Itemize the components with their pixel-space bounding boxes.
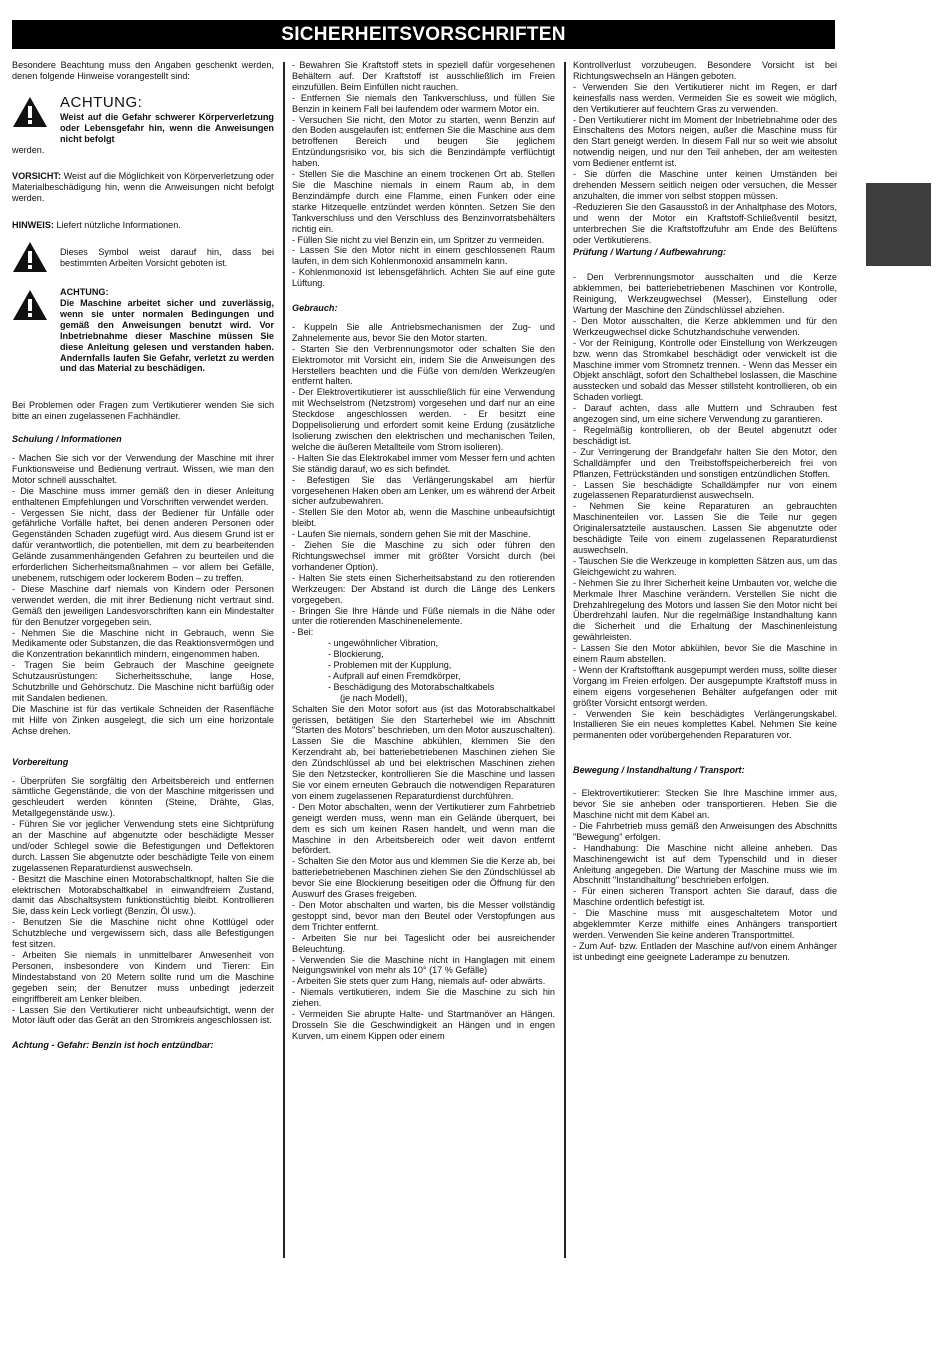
achtung-tail: werden. (12, 144, 45, 155)
achtung-text: Weist auf die Gefahr schwerer Körperverletzung oder Lebensgefahr hin, wenn die Anweisungen nicht befolgt (60, 111, 274, 144)
list-item: - Ziehen Sie die Maschine zu sich oder führen den Richtungswechsel immer mit größter Vorsicht durch (bei vorhandener Option). (292, 540, 555, 572)
list-item: - Benutzen Sie die Maschine nicht ohne Kottlügel oder Schutzbleche und vergewissern sich, dass alle Befestigungen fest sitzen. (12, 917, 274, 950)
list-item: - Bei: (292, 627, 314, 638)
list-item: - Kuppeln Sie alle Antriebsmechanismen der Zug- und Zahnelemente aus, bevor Sie den Motor starten. (292, 321, 555, 343)
list-item: Schalten Sie den Motor sofort aus (ist das Motorabschaltkabel gerissen, betätigen Sie den Starterhebel wie im Abschnitt "Starten des Motors" beschrieben, um den Motor auszuschalten). Lassen Sie die Maschine abkühlen, klemmen Sie den Kerzendraht ab, bei batteriebetriebenen Maschinen ziehen Sie den Zündschlüssel ab und bei elektrischen Maschinen ziehen Sie den Netzstecker, kontrollieren Sie die Maschine und lassen Sie vor einem erneuten Gebrauch die notwendigen Reparaturen von einem zugelassenen Reparaturdienst durchführen. (292, 703, 555, 801)
list-item: - Überprüfen Sie sorgfältig den Arbeitsbereich und entfernen sämtliche Gegenstände, die von der Maschine mitgerissen und geschleudert werden könnten (Steine, Drähte, Glas, Metallgegenstände usw.). (12, 775, 274, 819)
list-item: - Lassen Sie beschädigte Schalldämpfer nur von einem zugelassenen Reparaturdienst auswechseln. (573, 479, 837, 501)
list-item: - Tauschen Sie die Werkzeuge in kompletten Sätzen aus, um das Gleichgewicht zu wahren. (573, 555, 837, 577)
list-item: - Befestigen Sie das Verlängerungskabel am hierfür vorgesehenen Haken oben am Lenker, um es während der Arbeit sicher aufzubewahren. (292, 474, 555, 507)
list-item: - Bewahren Sie Kraftstoff stets in speziell dafür vorgesehenen Behältern auf. Der Kraftstoff ist ausschließlich im Freien einzufüllen. Beim Einfüllen nicht rauchen. (292, 60, 555, 92)
column-divider (283, 62, 285, 1258)
list-item: - ungewöhnlicher Vibration, (328, 638, 439, 649)
list-item: - Zum Auf- bzw. Entladen der Maschine auf/von einem Anhänger ist unbedingt eine geeignete Laderampe zu benutzen. (573, 940, 837, 962)
column-divider (564, 62, 566, 1258)
section-tab-marker (866, 183, 931, 266)
list-item: - Kohlenmonoxid ist lebensgefährlich. Achten Sie auf eine gute Lüftung. (292, 267, 555, 289)
list-item: - Bringen Sie Ihre Hände und Füße niemals in die Nähe oder unter die rotierenden Maschinenelemente. (292, 605, 555, 627)
list-item: - Lassen Sie den Vertikutierer nicht unbeaufsichtigt, wenn der Motor läuft oder das Gerät an den Stromkreis angeschlossen ist. (12, 1004, 274, 1026)
list-item: Die Maschine ist für das vertikale Schneiden der Rasenfläche mit Hilfe von Zinken ausgelegt, die sich um eine horizontale Achse drehen. (12, 703, 274, 736)
achtung2-text: Die Maschine arbeitet sicher und zuverlässig, wenn sie unter normalen Bedingungen und gemäß den Anweisungen benutzt wird. Vor Inbetriebnahme dieser Maschine müssen Sie diese Anleitung gelesen und verstanden haben. Andernfalls laufen Sie Gefahr, verletzt zu werden und das Material zu beschädigen. (60, 297, 274, 374)
list-item: - Schalten Sie den Motor aus und klemmen Sie die Kerze ab, bei batteriebetriebenen Maschinen ziehen Sie den Zündschlüssel ab bevor Sie eine Blockierung beseitigen oder die Öffnung für den Auswurf des Grases freigeben. (292, 856, 555, 900)
bewegung-heading: Bewegung / Instandhaltung / Transport: (573, 765, 745, 776)
vorsicht-text: VORSICHT: Weist auf die Möglichkeit von Körperverletzung oder Materialbeschädigung hin, wenn die Anweisungen nicht befolgt werden. (12, 171, 274, 204)
warning-icon (12, 241, 48, 273)
list-item: - Zur Verringerung der Brandgefahr halten Sie den Motor, den Schalldämpfer und den Treibstoffspeicherbereich frei von Pflanzen, Fettrückständen und sonstigen entzündlichen Stoffen. (573, 446, 837, 479)
list-item: - Besitzt die Maschine einen Motorabschaltknopf, halten Sie die elektrischen Motorabschaltkabel in einwandfreiem Zustand, damit das Abschaltsystem funktionstüchtig bleibt. Kontrollieren Sie, dass kein Leck vorliegt (Benzin, Öl usw.). (12, 873, 274, 917)
list-item: - Wenn der Kraftstofftank ausgepumpt werden muss, sollte dieser Vorgang im Freien erfolgen. Der ausgepumpte Kraftstoff muss in einem eigens vorgesehenen Behälter aufgefangen oder mit größter Vorsicht entsorgt werden. (573, 664, 837, 708)
list-item: - Laufen Sie niemals, sondern gehen Sie mit der Maschine. (292, 529, 531, 540)
list-item: - Elektrovertikutierer: Stecken Sie Ihre Maschine immer aus, bevor Sie sie anheben oder transportieren. Heben Sie die Maschine nicht mit dem Kabel an. (573, 788, 837, 820)
list-item: - Verwenden Sie den Vertikutierer nicht im Regen, er darf keinesfalls nass werden. Vermeiden Sie es soweit wie möglich, den Vertikutierer auf feuchtem Gras zu verwenden. (573, 81, 837, 114)
list-item: - Lassen Sie den Motor abkühlen, bevor Sie die Maschine in einem Raum abstellen. (573, 643, 837, 665)
warning-icon (12, 96, 48, 128)
list-item: - Regelmäßig kontrollieren, ob der Beutel abgenutzt oder beschädigt ist. (573, 425, 837, 446)
list-item: - Verwenden Sie kein beschädigtes Verlängerungskabel. Installieren Sie ein neues komplettes Kabel. Nehmen Sie keine permanenten oder vorübergehenden Reparaturen vor. (573, 708, 837, 741)
gebrauch-heading: Gebrauch: (292, 303, 338, 314)
symbol-block (12, 239, 274, 273)
page-title: SICHERHEITSVORSCHRIFTEN (12, 20, 835, 49)
list-item: - Den Vertikutierer nicht im Moment der Inbetriebnahme oder des Einschaltens des Motors neigen, außer die Maschine muss für den Start geneigt werden. In diesem Fall nur so weit wie absolut notwendig neigen, und nur den Teil anheben, der am weitesten vom Bediener entfernt ist. (573, 114, 837, 169)
list-item: - Vermeiden Sie abrupte Halte- und Startmanöver an Hängen. Drosseln Sie die Geschwindigkeit an Hängen und in engen Kurven, um einem Kippen oder einem (292, 1009, 555, 1041)
list-item: - Arbeiten Sie niemals in unmittelbarer Anwesenheit von Personen, insbesondere von Kindern und Tieren: Ein Mindestabstand von 20 Metern sollte rund um die Maschine gegeben sein; der Benutzer muss unbedingt jederzeit eingriffbereit am Lenker bleiben. (12, 950, 274, 1004)
pruefung-heading: Prüfung / Wartung / Aufbewahrung: (573, 247, 727, 258)
list-item: - Handhabung: Die Maschine nicht alleine anheben. Das Maschinengewicht ist auf dem Typenschild und in dieser Anleitung angegeben. Die Wartung der Maschine muss wie im Abschnitt "Instandhaltung" beschrieben erfolgen. (573, 842, 837, 886)
list-item: - Führen Sie vor jeglicher Verwendung stets eine Sichtprüfung an der Maschine auf abgenutzte oder beschädigte Messer und/oder Schlegel sowie die Befestigungen und Deflektoren durch. Lassen Sie abgenutzte oder beschädigte Teile von einem zugelassenen Reparaturdienst auswechseln. (12, 819, 274, 873)
list-item: - Darauf achten, dass alle Muttern und Schrauben fest angezogen sind, um eine sichere Verwendung zu garantieren. (573, 403, 837, 425)
hinweis-label: HINWEIS: (12, 220, 54, 231)
list-item: - Diese Maschine darf niemals von Kindern oder Personen verwendet werden, die mit ihrer Bedienung nicht vertraut sind. Gemäß den jeweiligen Landesvorschriften kann ein Mindestalter für den Benutzer vorgegeben sein. (12, 583, 274, 627)
warning-icon (12, 289, 48, 321)
list-item: - Stellen Sie den Motor ab, wenn die Maschine unbeaufsichtigt bleibt. (292, 507, 555, 529)
list-item: - Für einen sicheren Transport achten Sie darauf, dass die Maschine ordentlich befestigt ist. (573, 886, 837, 908)
list-item: - Problemen mit der Kupplung, (328, 660, 452, 671)
symbol-text: Dieses Symbol weist darauf hin, dass bei bestimmten Arbeiten Vorsicht geboten ist. (60, 247, 274, 268)
list-item: - Niemals vertikutieren, indem Sie die Maschine zu sich hin ziehen. (292, 987, 555, 1009)
list-item: - Blockierung, (328, 649, 384, 660)
list-item: (je nach Modell), (340, 692, 408, 703)
list-item: - Den Motor abschalten und warten, bis die Messer vollständig gestoppt sind, bevor man den Beutel oder Verstopfungen aus dem Trichter entfernt. (292, 899, 555, 932)
list-item: - Stellen Sie die Maschine an einem trockenen Ort ab. Stellen Sie die Maschine niemals in einem Raum ab, in dem Benzindämpfe durch eine Flamme, einen Funken oder eine starke Hitzequelle entzündet werden könnten. Setzen Sie den Tankverschluss und den Verschluss des Benzinvorratsbehälters richtig ein. (292, 169, 555, 234)
column-2 (292, 60, 555, 1042)
list-item: - Lassen Sie den Motor nicht in einem geschlossenen Raum laufen, in dem sich Kohlenmonoxid ansammeln kann. (292, 245, 555, 267)
column-3 (573, 60, 837, 963)
list-item: - Entfernen Sie niemals den Tankverschluss, und füllen Sie Benzin in keinem Fall bei laufendem oder warmem Motor ein. (292, 92, 555, 114)
list-item: - Halten Sie stets einen Sicherheitsabstand zu den rotierenden Werkzeugen: Der Abstand ist durch die Länge des Lenkers vorgegeben. (292, 572, 555, 605)
list-item: - Den Motor abschalten, wenn der Vertikutierer zum Fahrbetrieb geneigt werden muss, wenn man ein Gelände überquert, bei dem es sich um keinen Rasen handelt, und wenn man die Maschine in den Arbeitsbereich oder weit davon entfernt befördert. (292, 801, 555, 856)
list-item: - Vor der Reinigung, Kontrolle oder Einstellung von Werkzeugen bzw. wenn das Stromkabel beschädigt oder verwickelt ist die Maschine immer vom Stromnetz trennen. - Wenn das Messer ein Objekt anschlägt, sofort den Schalthebel loslassen, die Maschine ausstecken und sobald das Messer stillsteht kontrollieren, ob ein Schaden vorliegt. (573, 337, 837, 403)
list-item: - Die Maschine muss mit ausgeschaltetem Motor und abgeklemmter Kerze mithilfe eines Anhängers transportiert werden. Verwenden Sie keine anderen Transportmittel. (573, 908, 837, 940)
achtung-title: ACHTUNG: (60, 93, 143, 111)
intro-text: Besondere Beachtung muss den Angaben geschenkt werden, denen folgende Hinweise vorangestellt sind: (12, 60, 274, 81)
column-1 (12, 60, 274, 1059)
schulung-heading: Schulung / Informationen (12, 434, 122, 445)
list-item: - Füllen Sie nicht zu viel Benzin ein, um Spritzer zu vermeiden. (292, 234, 545, 245)
list-item: - Starten Sie den Verbrennungsmotor oder schalten Sie den Elektromotor mit Vorsicht ein, indem Sie die Anweisungen des Herstellers beachten und die Füße von dem/den Werkzeug/en entfernt halten. (292, 343, 555, 387)
list-item: - Der Elektrovertikutierer ist ausschließlich für eine Verwendung mit Wechselstrom (Netzstrom) vorgesehen und darf nur an eine Steckdose angeschlossen werden. - Er besitzt eine Doppelisolierung und erfordert somit keine Erdung (zusätzliche Isolierung zwischen den elektrischen und mechanischen Teilen, welche die äußeren Metallteile vom Strom isolieren). (292, 387, 555, 452)
list-item: - Machen Sie sich vor der Verwendung der Maschine mit ihrer Funktionsweise und Bedienung vertraut. Wissen, wie man den Motor schnell ausschaltet. (12, 453, 274, 485)
vorsicht-label: VORSICHT: (12, 171, 62, 182)
achtung-block (12, 94, 274, 145)
achtung2-title: ACHTUNG: (60, 287, 109, 298)
list-item: - Nehmen Sie keine Reparaturen an gebrauchten Maschinenteilen vor. Lassen Sie die Teile nur gegen Originalersatzteile austauschen. Lassen Sie abgenutzte oder beschädigte Teile von einem zugelassenen Reparaturdienst auswechseln. (573, 501, 837, 555)
list-item: Kontrollverlust vorzubeugen. Besondere Vorsicht ist bei Richtungswechseln an Hängen geboten. (573, 60, 837, 81)
list-item: - Versuchen Sie nicht, den Motor zu starten, wenn Benzin auf den Boden ausgelaufen ist; entfernen Sie die Maschine aus dem betroffenen Bereich und beugen Sie jeglichem Entzündungsrisiko vor, bis sich die Benzindämpfe verflüchtigt haben. (292, 114, 555, 169)
list-item: - Die Fahrbetrieb muss gemäß den Anweisungen des Abschnitts "Bewegung" erfolgen. (573, 820, 837, 842)
vorbereitung-heading: Vorbereitung (12, 756, 69, 767)
list-item: - Nehmen Sie die Maschine nicht in Gebrauch, wenn Sie Medikamente oder Substanzen, die das Reaktionsvermögen und die Konzentration bekanntlich mindern, eingenommen haben. (12, 627, 274, 660)
list-item: - Vergessen Sie nicht, dass der Bediener für Unfälle oder gefährliche Vorfälle haftet, bei denen anderen Personen oder Gegenständen Schaden zugefügt wird. Aus diesem Grund ist er dafür verantwortlich, die potentiellen, mit dem zu bearbeitenden Gelände zusammenhängenden Gefahren zu beurteilen und die erforderlichen Sicherheitsmaßnahmen – vor allem bei Gefälle, unebenem, rutschigem oder lockerem Boden – zu treffen. (12, 507, 274, 583)
problems-text: Bei Problemen oder Fragen zum Vertikutierer wenden Sie sich bitte an einen zugelassenen Fachhändler. (12, 400, 274, 422)
achtung2-block (12, 287, 274, 374)
list-item: - Arbeiten Sie nur bei Tageslicht oder bei ausreichender Beleuchtung. (292, 932, 555, 954)
list-item: - Den Verbrennungsmotor ausschalten und die Kerze abklemmen, bei batteriebetriebenen Maschinen vor Kontrolle, Reinigung, Werkzeugwechsel (Messer), Einstellung oder Wartung der Maschine den Zündschlüssel abziehen. (573, 272, 837, 316)
benzin-heading: Achtung - Gefahr: Benzin ist hoch entzündbar: (12, 1040, 214, 1051)
list-item: - Arbeiten Sie stets quer zum Hang, niemals auf- oder abwärts. (292, 976, 546, 987)
list-item: - Sie dürfen die Maschine unter keinen Umständen bei drehenden Messern seitlich neigen oder versuchen, die Messer anzuhalten, die immer von selbst stoppen müssen. (573, 169, 837, 201)
list-item: - Nehmen Sie zu Ihrer Sicherheit keine Umbauten vor, welche die Merkmale Ihrer Maschine verändern. Verstellen Sie nicht die Drehzahlregelung des Motors und lassen Sie den Motor nicht bei Überdrehzahl laufen. Nur die regelmäßige Instandhaltung kann die Sicherheit und die Erhaltung der Maschinenleistung gewährleisten. (573, 577, 837, 643)
list-item: -Reduzieren Sie den Gasausstoß in der Anhaltphase des Motors, und wenn der Motor ein Kraftstoff-Schließventil besitzt, unterbrechen Sie die Kraftstoffzufuhr am Ende des Belüftens oder Vertikutierens. (573, 201, 837, 245)
list-item: - Verwenden Sie die Maschine nicht in Hanglagen mit einem Neigungswinkel von mehr als 10° (17 % Gefälle) (292, 954, 555, 976)
list-item: - Tragen Sie beim Gebrauch der Maschine geeignete Schutzausrüstungen: Sicherheitsschuhe, lange Hose, Schutzbrille und Gehörschutz. Die Maschine nicht barfüßig oder mit Sandalen bedienen. (12, 660, 274, 703)
list-item: - Den Motor ausschalten, die Kerze abklemmen und für den Werkzeugwechsel dicke Schutzhandschuhe verwenden. (573, 315, 837, 337)
list-item: - Halten Sie das Elektrokabel immer vom Messer fern und achten Sie ständig darauf, wo es sich befindet. (292, 452, 555, 474)
hinweis-text: HINWEIS: Liefert nützliche Informationen. (12, 220, 181, 231)
list-item: - Beschädigung des Motorabschaltkabels (328, 681, 495, 692)
list-item: - Aufprall auf einen Fremdkörper, (328, 670, 461, 681)
list-item: - Die Maschine muss immer gemäß den in dieser Anleitung enthaltenen Empfehlungen und Vorschriften verwendet werden. (12, 485, 274, 507)
